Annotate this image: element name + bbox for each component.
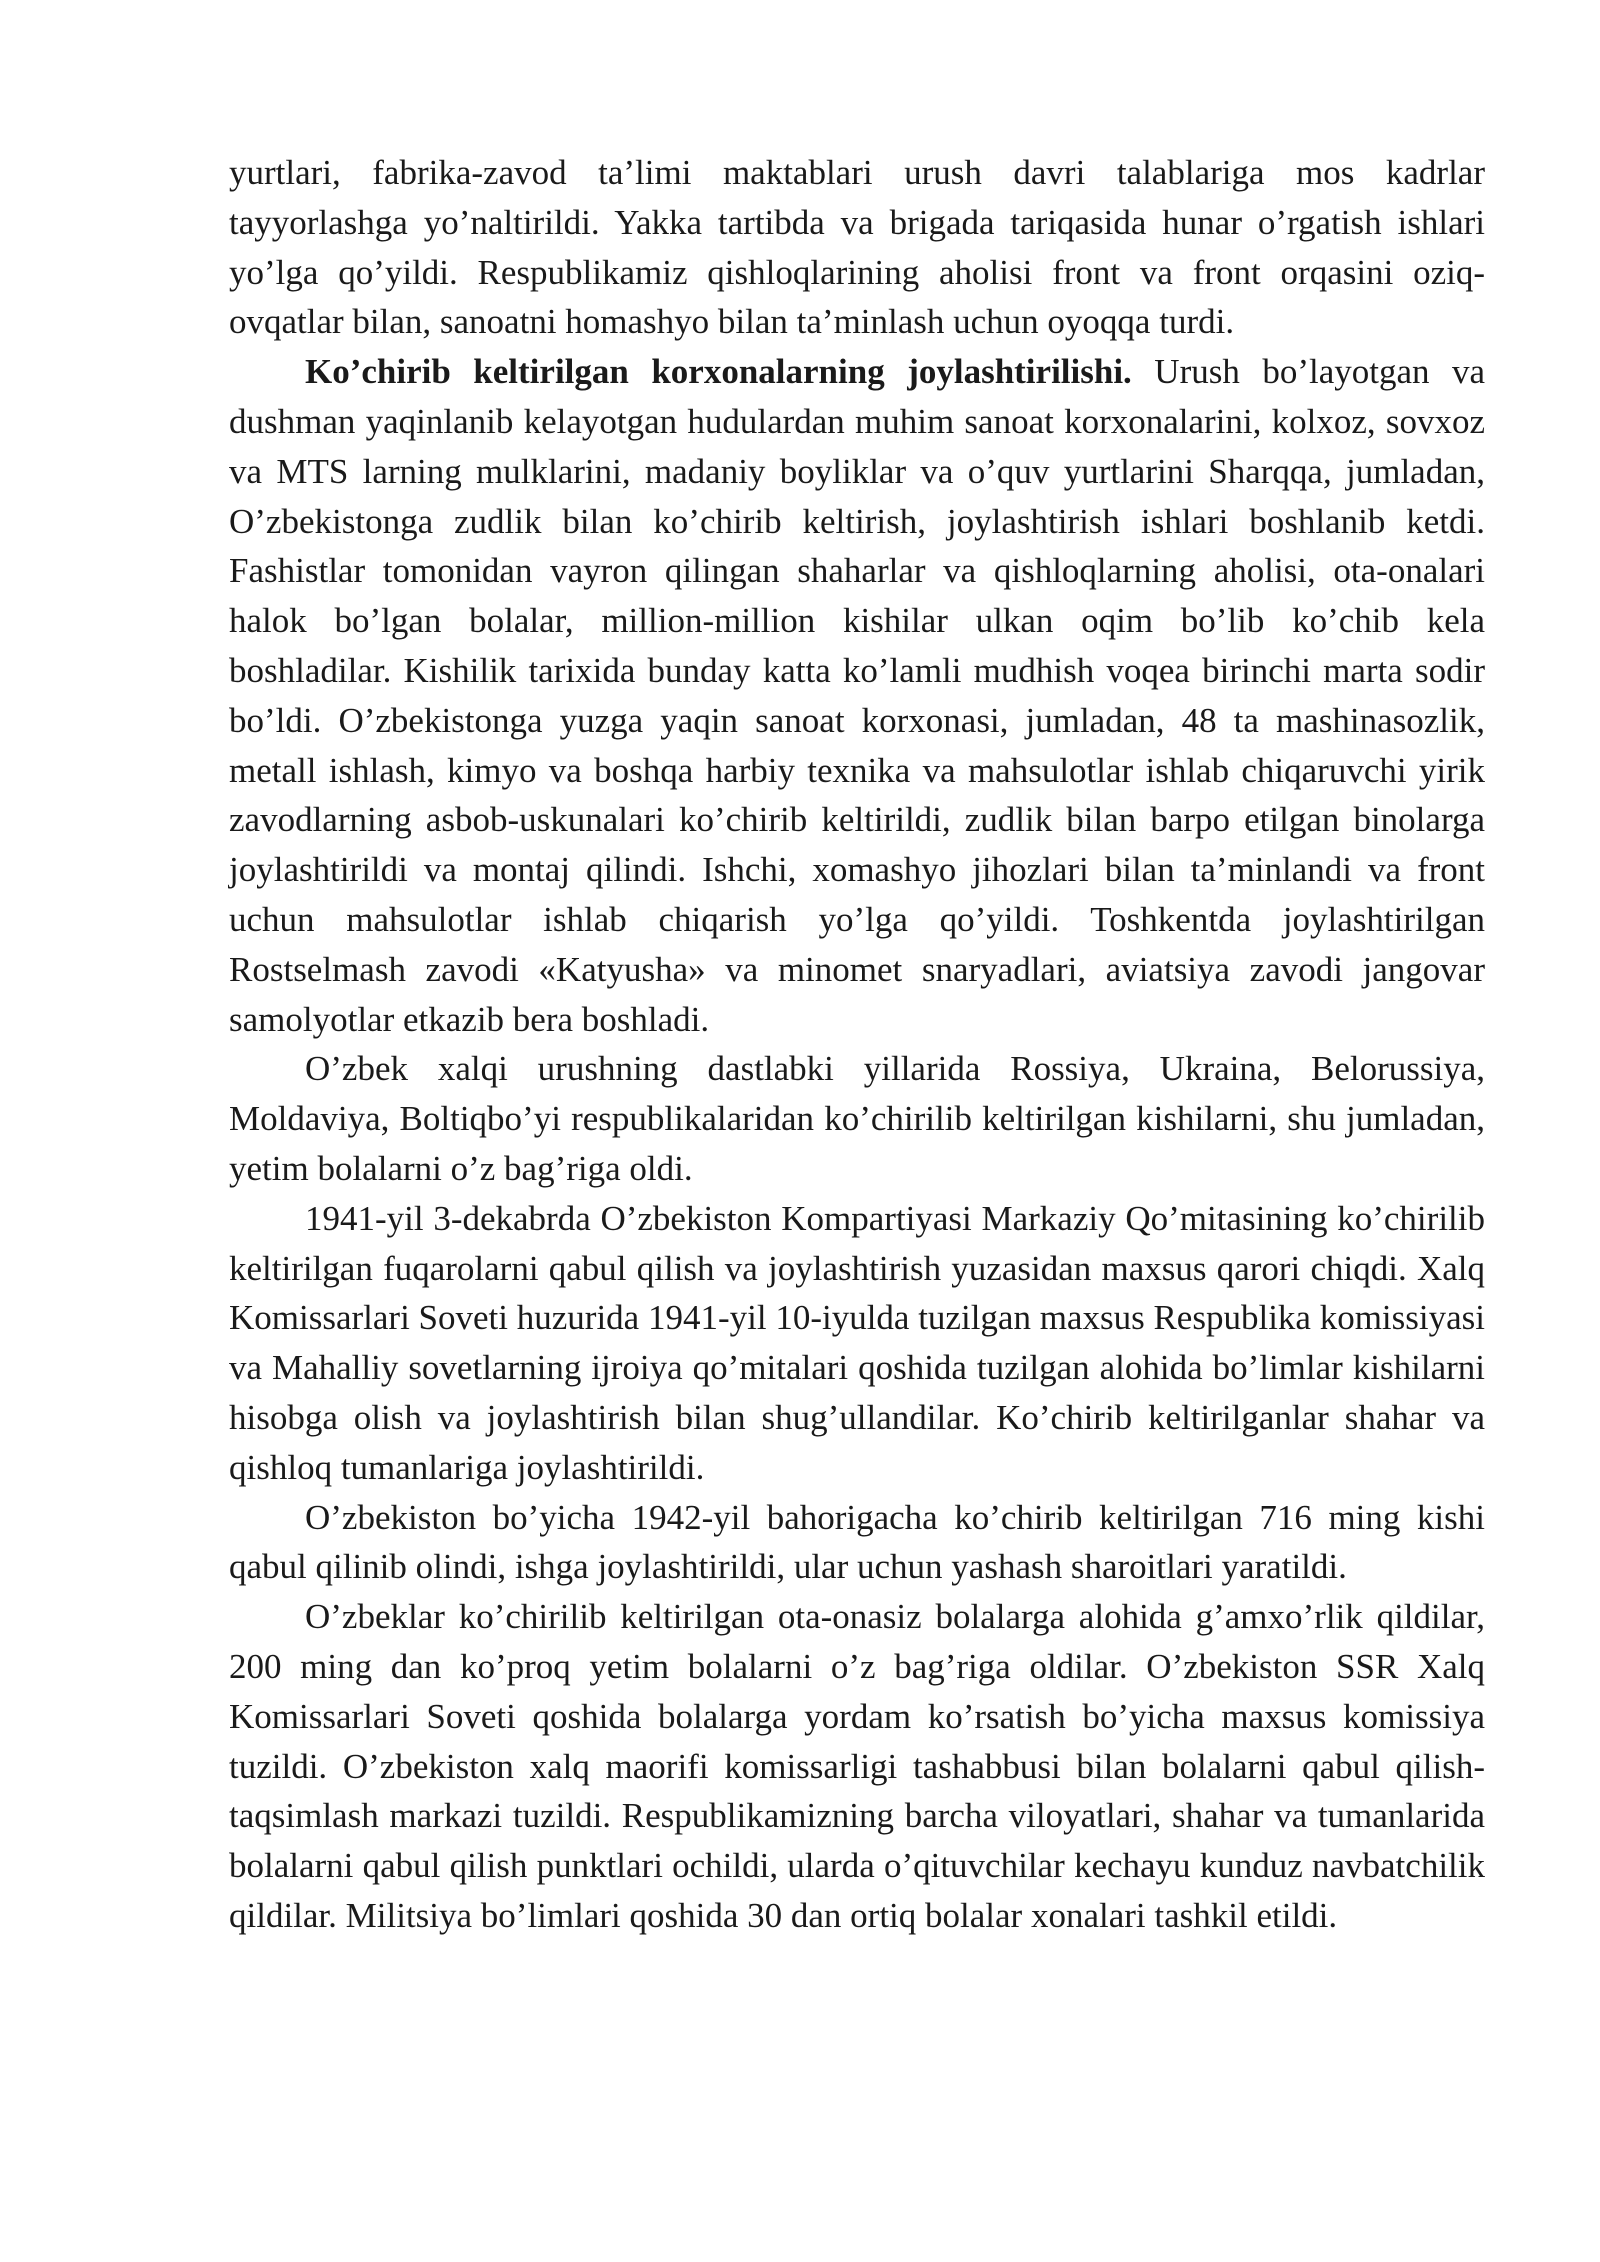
paragraph-uzbek-people	[229, 1044, 1485, 1193]
paragraph-orphans	[229, 1592, 1485, 1941]
paragraph-text: O’zbek xalqi urushning dastlabki yillarida Rossiya, Ukraina, Belorussiya, Moldaviya, Boltiqbo’yi respublikalaridan ko’chirilib keltirilgan kishilarni, shu jumladan, yetim bolalarni o’z bag’riga oldi.	[229, 1049, 1485, 1188]
paragraph-1942	[229, 1493, 1485, 1593]
paragraph-text: O’zbeklar ko’chirilib keltirilgan ota-onasiz bolalarga alohida g’amxo’rlik qildilar, 200 ming dan ko’proq yetim bolalarni o’z bag’riga oldilar. O’zbekiston SSR Xalq Komissarlari Soveti qoshida bolalarga yordam ko’rsatish bo’yicha maxsus komissiya tuzildi. O’zbekiston xalq maorifi komissarligi tashabbusi bilan bolalarni qabul qilish-taqsimlash markazi tuzildi. Respublikamizning barcha viloyatlari, shahar va tumanlarida bolalarni qabul qilish punktlari ochildi, ularda o’qituvchilar kechayu kunduz navbatchilik qildilar. Militsiya bo’limlari qoshida 30 dan ortiq bolalar xonalari tashkil etildi.	[229, 1597, 1485, 1935]
paragraph-decree	[229, 1194, 1485, 1493]
paragraph-text: yurtlari, fabrika-zavod ta’limi maktablari urush davri talablariga mos kadrlar tayyorlashga yo’naltirildi. Yakka tartibda va brigada tariqasida hunar o’rgatish ishlari yo’lga qo’yildi. Respublikamiz qishloqlarining aholisi front va front orqasini oziq-ovqatlar bilan, sanoatni homashyo bilan ta’minlash uchun oyoqqa turdi.	[229, 153, 1485, 342]
paragraph-relocation	[229, 347, 1485, 1044]
paragraph-text: Urush bo’layotgan va dushman yaqinlanib kelayotgan hudulardan muhim sanoat korxonalarini, kolxoz, sovxoz va MTS larning mulklarini, madaniy boyliklar va o’quv yurtlarini Sharqqa, jumladan, O’zbekistonga zudlik bilan ko’chirib keltirish, joylashtirish ishlari boshlanib ketdi. Fashistlar tomonidan vayron qilingan shaharlar va qishloqlarning aholisi, ota-onalari halok bo’lgan bolalar, million-million kishilar ulkan oqim bo’lib ko’chib kela boshladilar. Kishilik tarixida bunday katta ko’lamli mudhish voqea birinchi marta sodir bo’ldi. O’zbekistonga yuzga yaqin sanoat korxonasi, jumladan, 48 ta mashinasozlik, metall ishlash, kimyo va boshqa harbiy texnika va mahsulotlar ishlab chiqaruvchi yirik zavodlarning asbob-uskunalari ko’chirib keltirildi, zudlik bilan barpo etilgan binolarga joylashtirildi va montaj qilindi. Ishchi, xomashyo jihozlari bilan ta’minlandi va front uchun mahsulotlar ishlab chiqarish yo’lga qo’yildi. Toshkentda joylashtirilgan Rostselmash zavodi «Katyusha» va minomet snaryadlari, aviatsiya zavodi jangovar samolyotlar etkazib bera boshladi.	[229, 352, 1486, 1039]
paragraph-text: O’zbekiston bo’yicha 1942-yil bahorigacha ko’chirib keltirilgan 716 ming kishi qabul qilinib olindi, ishga joylashtirildi, ular uchun yashash sharoitlari yaratildi.	[229, 1497, 1485, 1587]
paragraph-continuation	[229, 148, 1485, 347]
document-page	[229, 148, 1485, 1941]
section-heading: Ko’chirib keltirilgan korxonalarning joylashtirilishi.	[305, 352, 1132, 392]
paragraph-text: 1941-yil 3-dekabrda O’zbekiston Kompartiyasi Markaziy Qo’mitasining ko’chirilib keltirilgan fuqarolarni qabul qilish va joylashtirish yuzasidan maxsus qarori chiqdi. Xalq Komissarlari Soveti huzurida 1941-yil 10-iyulda tuzilgan maxsus Respublika komissiyasi va Mahalliy sovetlarning ijroiya qo’mitalari qoshida tuzilgan alohida bo’limlar kishilarni hisobga olish va joylashtirish bilan shug’ullandilar. Ko’chirib keltirilganlar shahar va qishloq tumanlariga joylashtirildi.	[229, 1198, 1485, 1487]
